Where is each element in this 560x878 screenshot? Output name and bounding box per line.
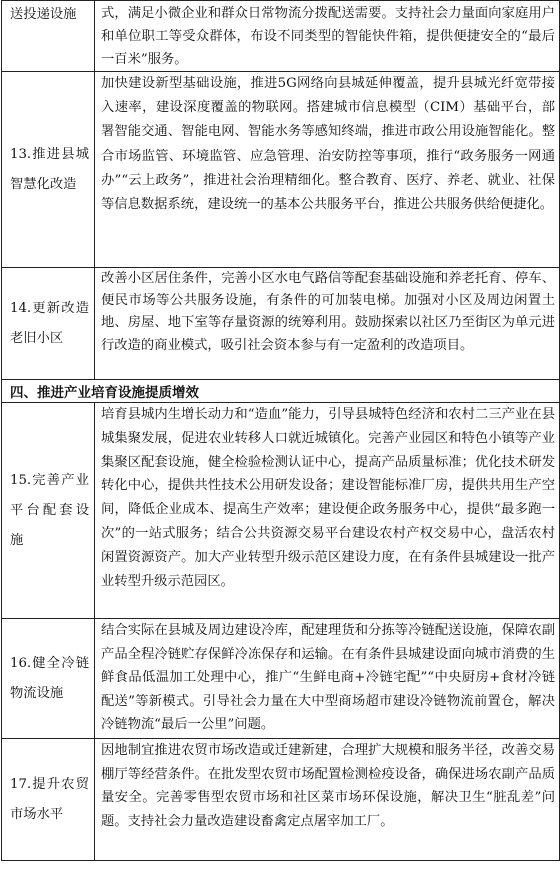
table-row — [2, 268, 560, 380]
row-label: 16.健全冷链物流设施 — [2, 619, 95, 739]
row-label: 13.推进县城智慧化改造 — [2, 72, 95, 268]
policy-table — [1, 0, 560, 861]
row-content: 加快建设新型基础设施，推进5G网络向县城延伸覆盖，提升县城光纤宽带接入速率，建设深度覆盖的物联网。搭建城市信息模型（CIM）基础平台，部署智能交通、智能电网、智能水务等感知终端，推进市政公用设施智能化。整合市场监管、环境监管、应急管理、治安防控等事项，推行“政务服务一网通办”“云上政务”，推进社会治理精细化。整合教育、医疗、养老、就业、社保等信息数据系统，建设统一的基本公共服务平台，推进公共服务供给便捷化。 — [95, 72, 560, 268]
row-content: 因地制宜推进农贸市场改造或迁建新建，合理扩大规模和服务半径，改善交易棚厅等经营条件。在批发型农贸市场配置检测检疫设备，确保进场农副产品质量安全。完善零售型农贸市场和社区菜市场环保设施，解决卫生“脏乱差”问题。支持社会力量改造建设畜禽定点屠宰加工厂。 — [95, 739, 560, 861]
section-row — [2, 380, 560, 403]
row-label: 17.提升农贸市场水平 — [2, 739, 95, 861]
row-label: 15.完善产业平台配套设施 — [2, 403, 95, 619]
row-label: 送投递设施 — [2, 1, 95, 72]
table-row — [2, 1, 560, 72]
row-content: 培育县城内生增长动力和“造血”能力，引导县城特色经济和农村二三产业在县城集聚发展，促进农业转移人口就近城镇化。完善产业园区和特色小镇等产业集聚区配套设施，健全检验检测认证中心，提高产品质量标准；优化技术研发转化中心，提供共性技术公用研发设备；建设智能标准厂房，提供共用生产空间，降低企业成本、提高生产效率；建设便企政务服务中心，提供“最多跑一次”的一站式服务；结合公共资源交易平台建设农村产权交易中心，盘活农村闲置资源资产。加大产业转型升级示范区建设力度，在有条件县城建设一批产业转型升级示范园区。 — [95, 403, 560, 619]
section-heading: 四、推进产业培育设施提质增效 — [2, 380, 560, 403]
table-row — [2, 403, 560, 619]
table-row — [2, 739, 560, 861]
row-content: 结合实际在县城及周边建设冷库，配建理货和分拣等冷链配送设施，保障农副产品全程冷链贮存保鲜冷冻保存和运输。在有条件县城建设面向城市消费的生鲜食品低温加工处理中心，推广“生鲜电商+冷链宅配”“中央厨房+食材冷链配送”等新模式。引导社会力量在大中型商场超市建设冷链物流前置仓，解决冷链物流“最后一公里”问题。 — [95, 619, 560, 739]
row-content: 改善小区居住条件，完善小区水电气路信等配套基础设施和养老托育、停车、便民市场等公共服务设施，有条件的可加装电梯。加强对小区及周边闲置土地、房屋、地下室等存量资源的统筹利用。鼓励探索以社区乃至街区为单元进行改造的商业模式，吸引社会资本参与有一定盈利的改造项目。 — [95, 268, 560, 380]
table-row — [2, 619, 560, 739]
row-content: 式，满足小微企业和群众日常物流分拨配送需要。支持社会力量面向家庭用户和单位职工等受众群体，布设不同类型的智能快件箱，提供便捷安全的“最后一百米”服务。 — [95, 1, 560, 72]
row-label: 14.更新改造老旧小区 — [2, 268, 95, 380]
table-row — [2, 72, 560, 268]
